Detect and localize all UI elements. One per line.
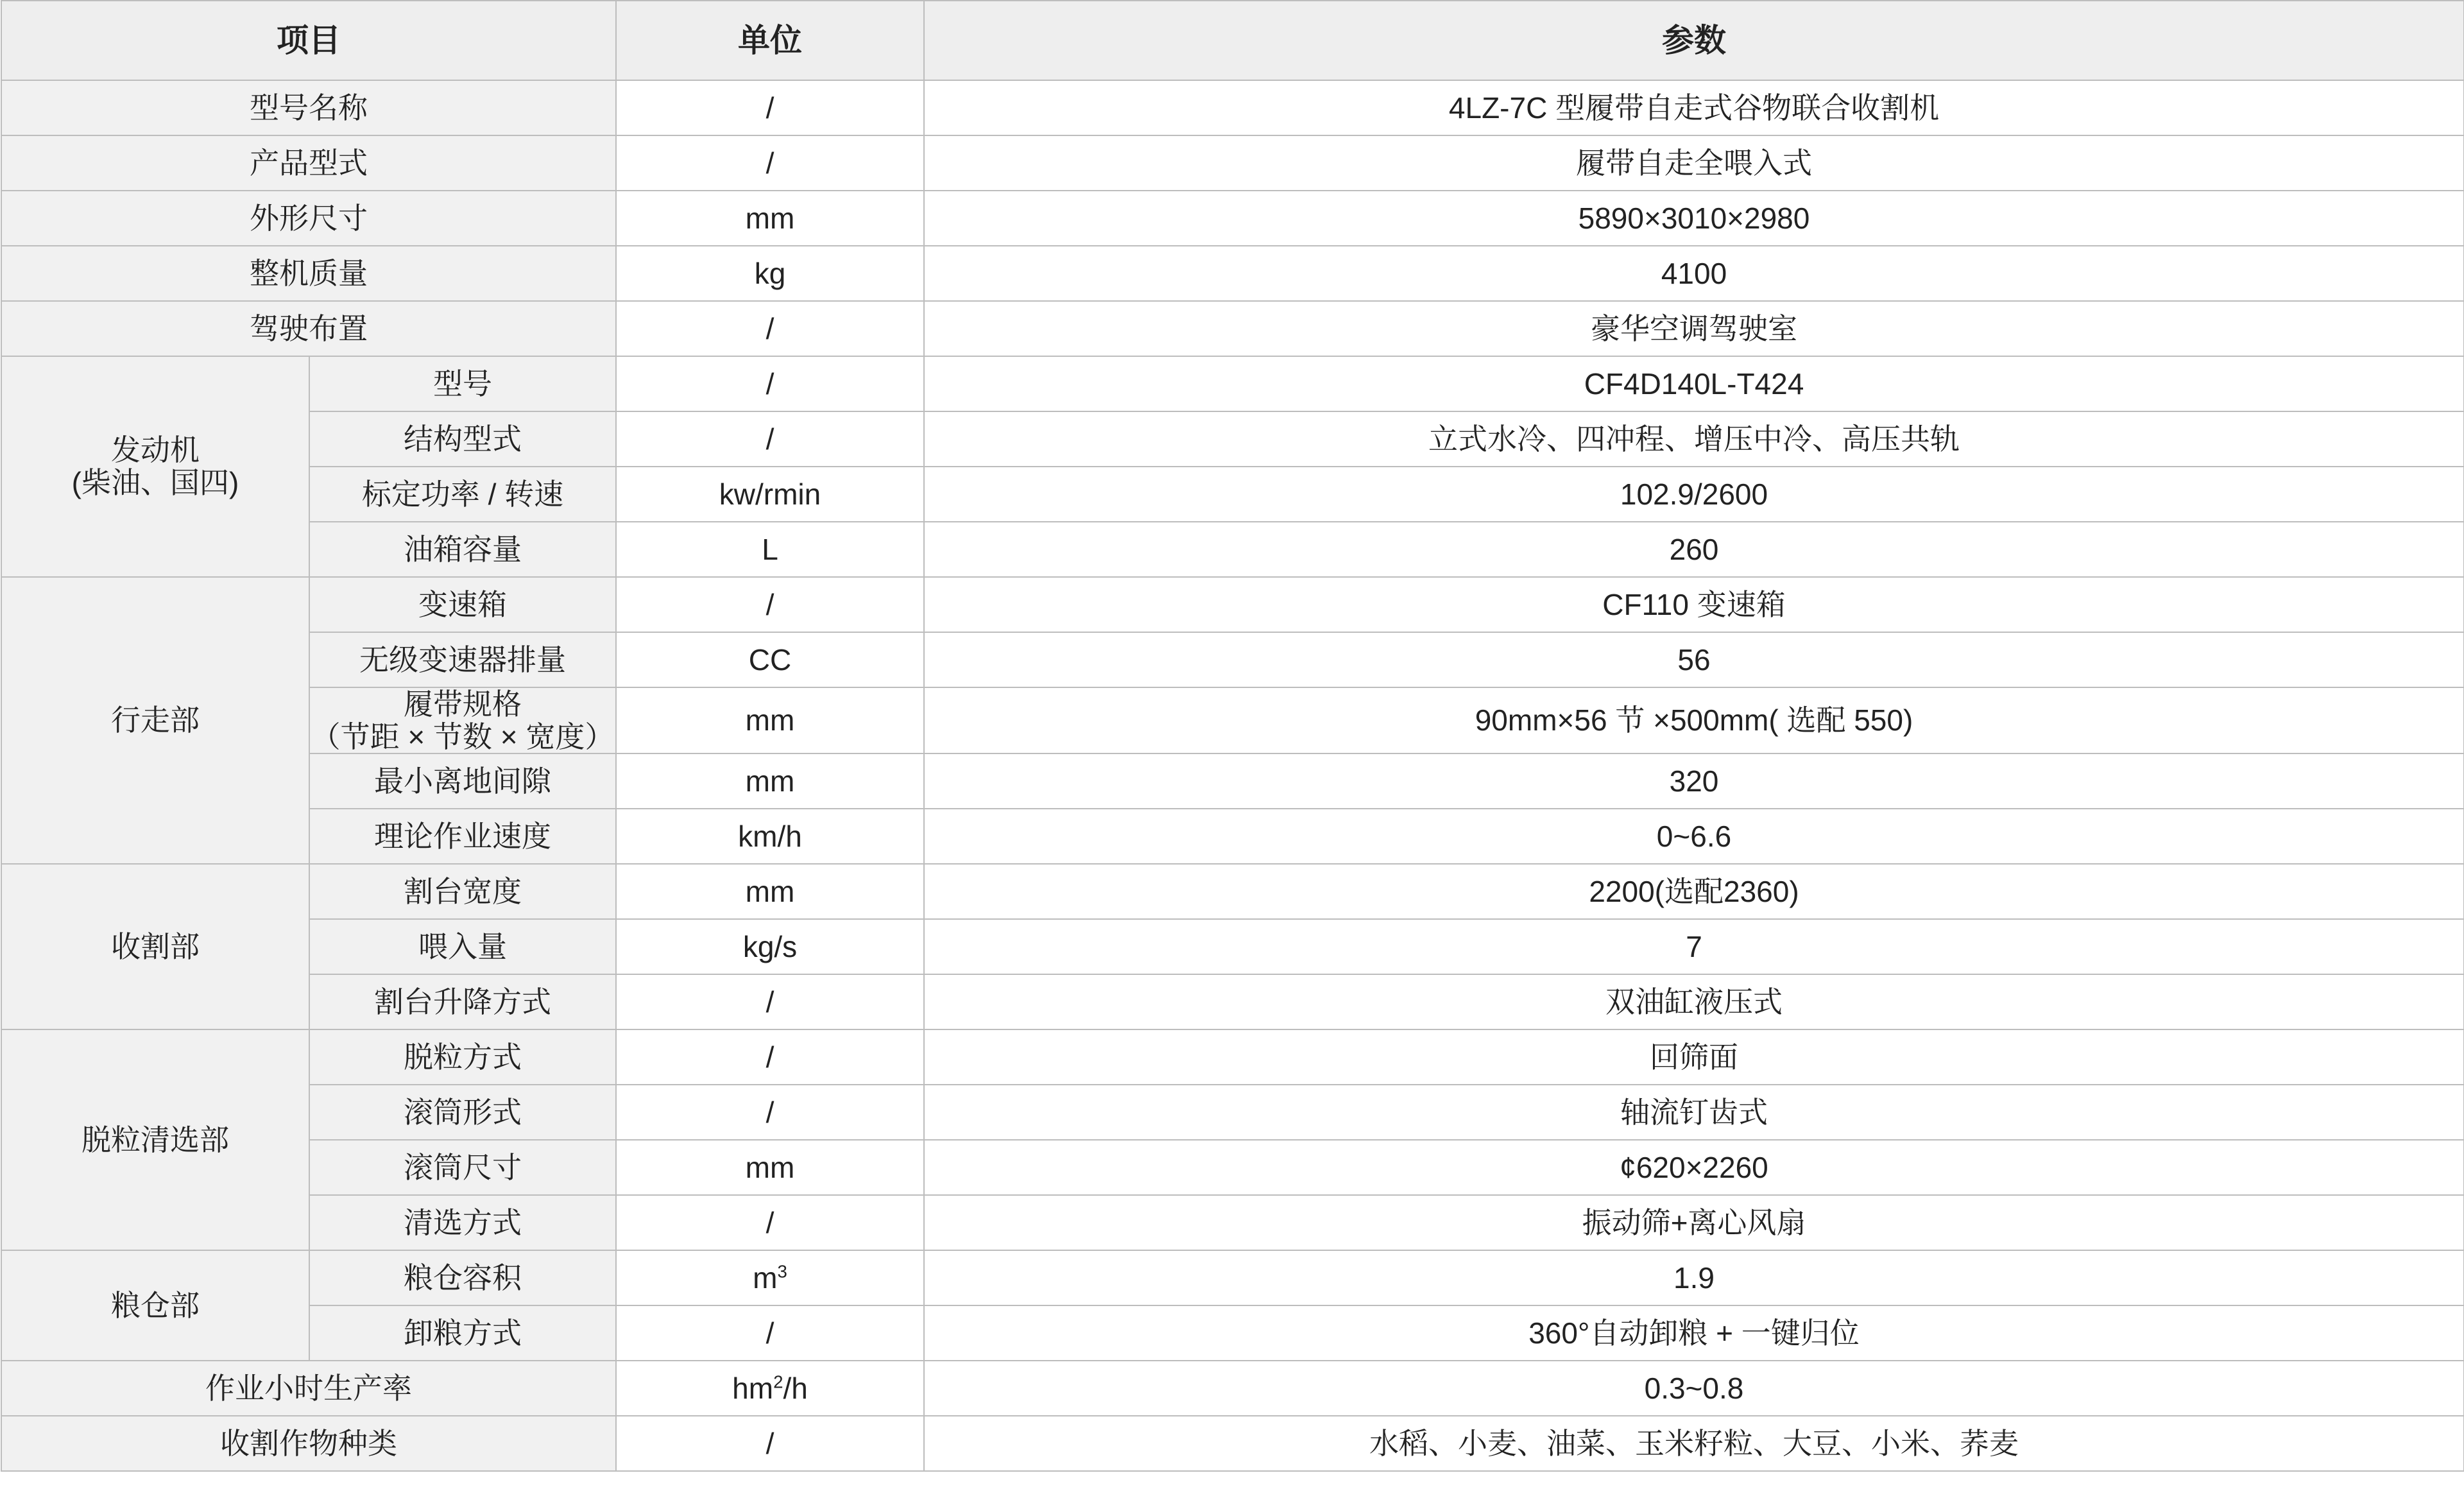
row-label: 滚筒尺寸: [309, 1140, 616, 1195]
row-label: 标定功率 / 转速: [309, 467, 616, 522]
header-unit: 单位: [616, 1, 924, 80]
table-row: [1, 246, 2464, 301]
row-label: 收割作物种类: [1, 1416, 616, 1471]
row-unit: kw/rmin: [616, 467, 924, 522]
row-label-line: 履带规格: [404, 687, 522, 721]
row-label: 最小离地间隙: [309, 753, 616, 809]
table-row: [1, 919, 2464, 974]
row-unit: mm: [616, 687, 924, 753]
row-unit: mm: [616, 1140, 924, 1195]
row-unit: /: [616, 80, 924, 135]
row-label: 脱粒方式: [309, 1029, 616, 1085]
table-row: [1, 411, 2464, 467]
table-row: [1, 356, 2464, 411]
group-label-travel: 行走部: [1, 577, 309, 864]
table-row: [1, 1361, 2464, 1416]
row-value: 回筛面: [924, 1029, 2464, 1085]
row-unit: [616, 1250, 924, 1305]
row-label: 油箱容量: [309, 522, 616, 577]
row-unit: [616, 1361, 924, 1416]
row-unit: /: [616, 356, 924, 411]
row-value: 豪华空调驾驶室: [924, 301, 2464, 356]
group-label-line: 发动机: [111, 433, 200, 467]
row-value: 320: [924, 753, 2464, 809]
row-unit: mm: [616, 191, 924, 246]
row-unit: km/h: [616, 809, 924, 864]
row-label: 粮仓容积: [309, 1250, 616, 1305]
table-row: [1, 577, 2464, 632]
row-label: 喂入量: [309, 919, 616, 974]
row-label: 变速箱: [309, 577, 616, 632]
table-row: [1, 301, 2464, 356]
row-unit: /: [616, 974, 924, 1029]
row-unit: L: [616, 522, 924, 577]
table-row: [1, 467, 2464, 522]
row-value: 4100: [924, 246, 2464, 301]
spec-table: [1, 0, 2464, 1472]
table-row: [1, 135, 2464, 191]
row-unit: kg/s: [616, 919, 924, 974]
row-unit: /: [616, 135, 924, 191]
row-value: 轴流钉齿式: [924, 1085, 2464, 1140]
table-row: [1, 191, 2464, 246]
row-unit: mm: [616, 753, 924, 809]
row-value: 双油缸液压式: [924, 974, 2464, 1029]
row-label: 驾驶布置: [1, 301, 616, 356]
table-row: [1, 632, 2464, 687]
unit-tail: /h: [783, 1371, 808, 1405]
row-unit: /: [616, 1416, 924, 1471]
row-label: 理论作业速度: [309, 809, 616, 864]
row-value: 0.3~0.8: [924, 1361, 2464, 1416]
row-label: 型号: [309, 356, 616, 411]
row-label-line: （节距 × 节数 × 宽度）: [311, 719, 615, 753]
row-label: 卸粮方式: [309, 1305, 616, 1361]
group-label-line: (柴油、国四): [71, 466, 239, 499]
row-value: 360°自动卸粮 + 一键归位: [924, 1305, 2464, 1361]
row-value: 振动筛+离心风扇: [924, 1195, 2464, 1250]
row-label: 整机质量: [1, 246, 616, 301]
row-value: 5890×3010×2980: [924, 191, 2464, 246]
unit-base: hm: [732, 1371, 774, 1405]
table-row: [1, 1305, 2464, 1361]
row-value: 立式水冷、四冲程、增压中冷、高压共轨: [924, 411, 2464, 467]
table-row: [1, 1416, 2464, 1471]
table-row: [1, 864, 2464, 919]
table-row: [1, 1250, 2464, 1305]
header-item: 项目: [1, 1, 616, 80]
unit-base: m: [753, 1261, 778, 1295]
group-label-threshing: 脱粒清选部: [1, 1029, 309, 1250]
row-unit: /: [616, 1305, 924, 1361]
row-unit: CC: [616, 632, 924, 687]
table-row: [1, 809, 2464, 864]
table-row: [1, 1029, 2464, 1085]
row-label: 型号名称: [1, 80, 616, 135]
table-row: [1, 1085, 2464, 1140]
table-row: [1, 974, 2464, 1029]
table-row: [1, 1140, 2464, 1195]
row-label: 结构型式: [309, 411, 616, 467]
group-label-harvest: 收割部: [1, 864, 309, 1029]
row-label: [309, 687, 616, 753]
row-value: 7: [924, 919, 2464, 974]
group-label-grain-tank: 粮仓部: [1, 1250, 309, 1361]
row-value: 4LZ-7C 型履带自走式谷物联合收割机: [924, 80, 2464, 135]
row-value: 履带自走全喂入式: [924, 135, 2464, 191]
row-unit: /: [616, 1195, 924, 1250]
row-value: CF4D140L-T424: [924, 356, 2464, 411]
row-label: 外形尺寸: [1, 191, 616, 246]
unit-superscript: 3: [777, 1261, 787, 1282]
row-value: ¢620×2260: [924, 1140, 2464, 1195]
table-row: [1, 687, 2464, 753]
group-label-engine: [1, 356, 309, 577]
row-value: 水稻、小麦、油菜、玉米籽粒、大豆、小米、荞麦: [924, 1416, 2464, 1471]
row-unit: /: [616, 577, 924, 632]
row-value: 90mm×56 节 ×500mm( 选配 550): [924, 687, 2464, 753]
row-label: 滚筒形式: [309, 1085, 616, 1140]
row-label: 清选方式: [309, 1195, 616, 1250]
row-label: 割台宽度: [309, 864, 616, 919]
row-value: 0~6.6: [924, 809, 2464, 864]
row-value: 1.9: [924, 1250, 2464, 1305]
table-row: [1, 753, 2464, 809]
row-value: 2200(选配2360): [924, 864, 2464, 919]
row-label: 作业小时生产率: [1, 1361, 616, 1416]
row-value: CF110 变速箱: [924, 577, 2464, 632]
row-unit: /: [616, 411, 924, 467]
row-label: 产品型式: [1, 135, 616, 191]
row-unit: mm: [616, 864, 924, 919]
row-unit: /: [616, 301, 924, 356]
table-row: [1, 1195, 2464, 1250]
row-unit: /: [616, 1085, 924, 1140]
row-value: 260: [924, 522, 2464, 577]
row-unit: kg: [616, 246, 924, 301]
row-value: 56: [924, 632, 2464, 687]
table-row: [1, 80, 2464, 135]
row-value: 102.9/2600: [924, 467, 2464, 522]
table-row: [1, 522, 2464, 577]
row-label: 割台升降方式: [309, 974, 616, 1029]
unit-superscript: 2: [773, 1372, 783, 1392]
header-row: [1, 1, 2464, 80]
header-param: 参数: [924, 1, 2464, 80]
row-unit: /: [616, 1029, 924, 1085]
row-label: 无级变速器排量: [309, 632, 616, 687]
